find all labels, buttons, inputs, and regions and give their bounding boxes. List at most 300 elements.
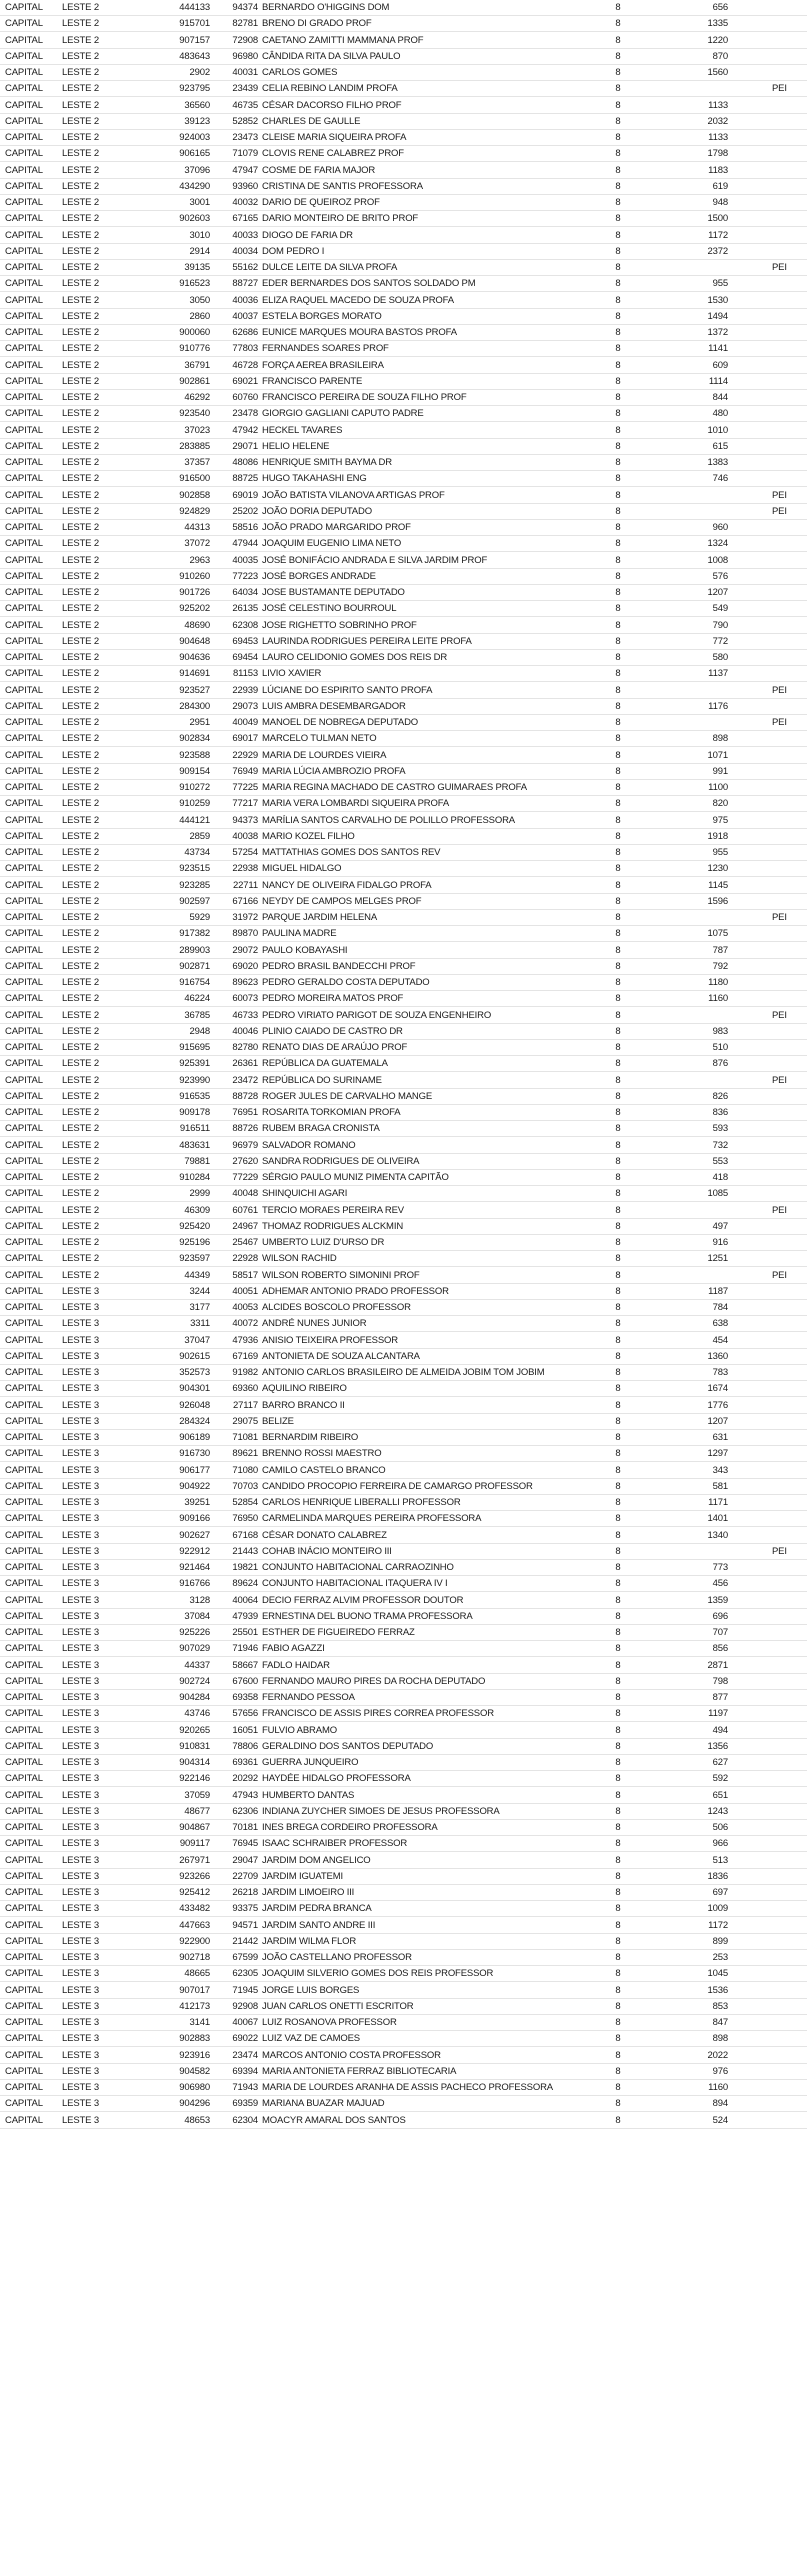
school-name-cell: LUIZ ROSANOVA PROFESSOR — [262, 2017, 397, 2028]
region-cell: CAPITAL — [5, 1870, 43, 1882]
program-cell — [772, 98, 806, 113]
program-cell — [772, 1966, 806, 1981]
table-row — [0, 504, 807, 520]
count-cell: 8 — [615, 457, 621, 468]
school-name-cell: GUERRA JUNQUEIRO — [262, 1757, 359, 1768]
region-cell: CAPITAL — [5, 440, 43, 452]
code-cell: 37072 — [184, 538, 210, 550]
directorate-cell: LESTE 2 — [62, 570, 99, 582]
school-name-cell: MARIA DE LOURDES VIEIRA — [262, 749, 387, 761]
region-cell: CAPITAL — [5, 83, 43, 95]
program-cell — [772, 1853, 806, 1868]
program-cell — [772, 878, 806, 893]
table-row — [0, 195, 807, 211]
value-cell: 836 — [712, 1107, 728, 1118]
program-cell — [772, 1690, 806, 1705]
count-cell: 8 — [615, 847, 621, 858]
directorate-cell: LESTE 3 — [62, 1708, 99, 1720]
program-cell — [772, 2080, 806, 2095]
code-cell: 904922 — [179, 1480, 210, 1492]
table-row — [0, 1349, 807, 1365]
school-name-cell: CLOVIS RENE CALABREZ PROF — [262, 148, 404, 160]
count-cell: 8 — [615, 1350, 621, 1362]
school-name-cell: CELIA REBINO LANDIM PROFA — [262, 83, 398, 95]
value-cell: 955 — [712, 847, 728, 858]
cie-cell: 88727 — [232, 278, 258, 290]
program-cell — [772, 49, 806, 64]
code-cell: 910259 — [179, 798, 210, 810]
value-cell: 1836 — [707, 1870, 728, 1882]
cie-cell: 76951 — [232, 1107, 258, 1118]
table-row — [0, 715, 807, 731]
school-name-cell: REPÚBLICA DO SURINAME — [262, 1074, 382, 1086]
school-name-cell: THOMAZ RODRIGUES ALCKMIN — [262, 1220, 404, 1232]
school-name-cell: NANCY DE OLIVEIRA FIDALGO PROFA — [262, 879, 432, 891]
program-cell — [772, 1365, 806, 1380]
cie-cell: 20292 — [232, 1773, 258, 1785]
code-cell: 916754 — [179, 977, 210, 988]
directorate-cell: LESTE 3 — [62, 1757, 99, 1768]
cie-cell: 29071 — [232, 440, 258, 452]
school-name-cell: CAMILO CASTELO BRANCO — [262, 1464, 386, 1476]
region-cell: CAPITAL — [5, 2017, 43, 2028]
count-cell: 8 — [615, 2114, 621, 2126]
program-cell: PEI — [772, 1545, 787, 1557]
cie-cell: 76950 — [232, 1513, 258, 1525]
region-cell: CAPITAL — [5, 1838, 43, 1850]
count-cell: 8 — [615, 1025, 621, 1037]
program-cell — [772, 1414, 806, 1429]
value-cell: 870 — [712, 50, 728, 62]
value-cell: 454 — [712, 1334, 728, 1346]
program-cell: PEI — [772, 1074, 787, 1086]
value-cell — [680, 715, 728, 730]
value-cell: 1220 — [707, 34, 728, 46]
code-cell: 907157 — [179, 34, 210, 46]
program-cell — [772, 390, 806, 405]
cie-cell: 81153 — [233, 668, 258, 680]
program-cell — [772, 601, 806, 616]
cie-cell: 22929 — [232, 749, 258, 761]
count-cell: 8 — [615, 522, 621, 533]
region-cell: CAPITAL — [5, 700, 43, 712]
table-row — [0, 49, 807, 65]
directorate-cell: LESTE 3 — [62, 1318, 99, 1330]
table-row — [0, 536, 807, 552]
table-row — [0, 309, 807, 325]
value-cell: 1045 — [707, 1968, 728, 1980]
table-row — [0, 699, 807, 715]
code-cell: 923597 — [179, 1253, 210, 1265]
count-cell: 8 — [615, 619, 621, 631]
directorate-cell: LESTE 2 — [62, 668, 99, 680]
table-row — [0, 991, 807, 1007]
table-row — [0, 439, 807, 455]
value-cell: 510 — [712, 1042, 728, 1053]
value-cell: 1187 — [708, 1285, 728, 1297]
cie-cell: 62306 — [232, 1805, 258, 1817]
count-cell: 8 — [615, 1740, 621, 1752]
value-cell — [680, 1544, 728, 1559]
region-cell: CAPITAL — [5, 489, 43, 501]
directorate-cell: LESTE 2 — [62, 1025, 99, 1037]
value-cell: 820 — [712, 798, 728, 810]
cie-cell: 89624 — [232, 1578, 258, 1590]
code-cell: 902834 — [179, 733, 210, 745]
directorate-cell: LESTE 2 — [62, 83, 99, 95]
directorate-cell: LESTE 3 — [62, 2049, 99, 2061]
school-name-cell: FRANCISCO PARENTE — [262, 375, 363, 387]
program-cell — [772, 1495, 806, 1510]
count-cell: 8 — [615, 863, 621, 875]
count-cell: 8 — [615, 18, 621, 30]
value-cell — [680, 504, 728, 519]
count-cell: 8 — [615, 2082, 621, 2093]
school-name-cell: CANDIDO PROCOPIO FERREIRA DE CAMARGO PROFESSOR — [262, 1480, 533, 1492]
code-cell: 2999 — [189, 1188, 210, 1200]
region-cell: CAPITAL — [5, 1253, 43, 1265]
school-name-cell: CÉSAR DONATO CALABREZ — [262, 1529, 387, 1541]
school-name-cell: LIVIO XAVIER — [262, 668, 322, 680]
table-row — [0, 325, 807, 341]
cie-cell: 70181 — [232, 1822, 258, 1833]
count-cell: 8 — [615, 635, 621, 647]
directorate-cell: LESTE 3 — [62, 1789, 99, 1801]
directorate-cell: LESTE 3 — [62, 1464, 99, 1476]
value-cell: 966 — [712, 1838, 728, 1850]
program-cell — [772, 536, 806, 551]
region-cell: CAPITAL — [5, 830, 43, 842]
code-cell: 910284 — [179, 1172, 210, 1183]
table-row — [0, 1414, 807, 1430]
value-cell: 876 — [712, 1058, 728, 1070]
program-cell — [772, 1186, 806, 1201]
code-cell: 922900 — [179, 1935, 210, 1947]
value-cell: 1494 — [707, 310, 728, 322]
region-cell: CAPITAL — [5, 570, 43, 582]
cie-cell: 40072 — [232, 1318, 258, 1330]
directorate-cell: LESTE 2 — [62, 164, 99, 176]
directorate-cell: LESTE 3 — [62, 1870, 99, 1882]
directorate-cell: LESTE 2 — [62, 115, 99, 127]
table-row — [0, 2048, 807, 2064]
cie-cell: 96979 — [232, 1139, 258, 1151]
school-name-cell: JUAN CARLOS ONETTI ESCRITOR — [262, 2000, 414, 2012]
region-cell: CAPITAL — [5, 798, 43, 810]
table-row — [0, 2064, 807, 2080]
value-cell: 456 — [712, 1578, 728, 1590]
directorate-cell: LESTE 2 — [62, 278, 99, 290]
region-cell: CAPITAL — [5, 1659, 43, 1671]
cie-cell: 22939 — [232, 684, 258, 696]
directorate-cell: LESTE 2 — [62, 700, 99, 712]
region-cell: CAPITAL — [5, 765, 43, 777]
region-cell: CAPITAL — [5, 2, 43, 13]
directorate-cell: LESTE 3 — [62, 2017, 99, 2028]
region-cell: CAPITAL — [5, 1513, 43, 1525]
code-cell: 483631 — [179, 1139, 210, 1151]
table-row — [0, 455, 807, 471]
directorate-cell: LESTE 2 — [62, 652, 99, 663]
region-cell: CAPITAL — [5, 424, 43, 436]
cie-cell: 40048 — [232, 1188, 258, 1200]
code-cell: 2860 — [189, 310, 210, 322]
program-cell — [772, 1479, 806, 1494]
school-name-cell: PAULINA MADRE — [262, 928, 337, 940]
value-cell: 798 — [712, 1675, 728, 1687]
school-name-cell: CÂNDIDA RITA DA SILVA PAULO — [262, 50, 401, 62]
directorate-cell: LESTE 3 — [62, 1610, 99, 1622]
region-cell: CAPITAL — [5, 1269, 43, 1281]
code-cell: 907029 — [179, 1643, 210, 1655]
school-name-cell: CRISTINA DE SANTIS PROFESSORA — [262, 180, 423, 192]
table-row — [0, 520, 807, 536]
value-cell — [680, 488, 728, 503]
directorate-cell: LESTE 2 — [62, 262, 99, 273]
region-cell: CAPITAL — [5, 1367, 43, 1378]
school-name-cell: CÉSAR DACORSO FILHO PROF — [262, 99, 402, 111]
value-cell: 1141 — [708, 343, 728, 355]
school-name-cell: JARDIM WILMA FLOR — [262, 1935, 357, 1947]
value-cell: 343 — [712, 1464, 728, 1476]
directorate-cell: LESTE 3 — [62, 1578, 99, 1590]
region-cell: CAPITAL — [5, 1220, 43, 1232]
school-name-cell: DULCE LEITE DA SILVA PROFA — [262, 262, 398, 273]
code-cell: 906189 — [179, 1432, 210, 1443]
count-cell: 8 — [615, 1480, 621, 1492]
region-cell: CAPITAL — [5, 1025, 43, 1037]
table-row — [0, 666, 807, 682]
cie-cell: 47936 — [232, 1334, 258, 1346]
table-row — [0, 1983, 807, 1999]
value-cell: 787 — [712, 944, 728, 956]
table-row — [0, 1576, 807, 1592]
cie-cell: 67166 — [232, 895, 258, 907]
school-name-cell: JOSÉ CELESTINO BOURROUL — [262, 603, 397, 615]
table-row — [0, 943, 807, 959]
value-cell: 960 — [712, 522, 728, 533]
directorate-cell: LESTE 2 — [62, 67, 99, 78]
directorate-cell: LESTE 3 — [62, 1919, 99, 1931]
region-cell: CAPITAL — [5, 1773, 43, 1785]
count-cell: 8 — [615, 408, 621, 420]
count-cell: 8 — [615, 554, 621, 566]
school-name-cell: ELIZA RAQUEL MACEDO DE SOUZA PROFA — [262, 294, 454, 306]
cie-cell: 46728 — [232, 359, 258, 371]
program-cell — [772, 1609, 806, 1624]
table-row — [0, 1739, 807, 1755]
count-cell: 8 — [615, 1302, 621, 1313]
program-cell — [772, 358, 806, 373]
school-name-cell: BERNARDIM RIBEIRO — [262, 1432, 359, 1443]
count-cell: 8 — [615, 67, 621, 78]
table-row — [0, 244, 807, 260]
program-cell — [772, 1934, 806, 1949]
count-cell: 8 — [615, 1935, 621, 1947]
region-cell: CAPITAL — [5, 1432, 43, 1443]
program-cell — [772, 455, 806, 470]
program-cell — [772, 1463, 806, 1478]
count-cell: 8 — [615, 50, 621, 62]
cie-cell: 29072 — [232, 944, 258, 956]
table-row — [0, 634, 807, 650]
table-row — [0, 1495, 807, 1511]
region-cell: CAPITAL — [5, 717, 43, 728]
value-cell: 1401 — [707, 1513, 728, 1525]
code-cell: 447663 — [179, 1919, 210, 1931]
program-cell — [772, 1820, 806, 1835]
code-cell: 904867 — [179, 1822, 210, 1833]
program-cell — [772, 1251, 806, 1266]
directorate-cell: LESTE 2 — [62, 944, 99, 956]
count-cell: 8 — [615, 603, 621, 615]
program-cell — [772, 423, 806, 438]
program-cell: PEI — [772, 1009, 787, 1021]
region-cell: CAPITAL — [5, 1822, 43, 1833]
program-cell — [772, 813, 806, 828]
count-cell: 8 — [615, 2049, 621, 2061]
school-name-cell: MIGUEL HIDALGO — [262, 863, 342, 875]
school-name-cell: ANISIO TEIXEIRA PROFESSOR — [262, 1334, 398, 1346]
program-cell — [772, 1235, 806, 1250]
count-cell: 8 — [615, 749, 621, 761]
school-name-cell: MARIANA BUAZAR MAJUAD — [262, 2098, 385, 2110]
region-cell: CAPITAL — [5, 505, 43, 517]
region-cell: CAPITAL — [5, 1529, 43, 1541]
school-name-cell: DARIO MONTEIRO DE BRITO PROF — [262, 213, 419, 225]
table-row — [0, 1446, 807, 1462]
school-name-cell: MARIA ANTONIETA FERRAZ BIBLIOTECARIA — [262, 2065, 457, 2077]
region-cell: CAPITAL — [5, 847, 43, 858]
program-cell — [772, 1105, 806, 1120]
program-cell: PEI — [772, 83, 787, 95]
region-cell: CAPITAL — [5, 1399, 43, 1411]
directorate-cell: LESTE 3 — [62, 1367, 99, 1378]
cie-cell: 94571 — [232, 1919, 258, 1931]
school-name-cell: LAURO CELIDONIO GOMES DOS REIS DR — [262, 652, 448, 663]
count-cell: 8 — [615, 993, 621, 1005]
directorate-cell: LESTE 2 — [62, 765, 99, 777]
school-name-cell: JOSÉ BORGES ANDRADE — [262, 570, 376, 582]
region-cell: CAPITAL — [5, 359, 43, 371]
school-name-cell: CARMELINDA MARQUES PEREIRA PROFESSORA — [262, 1513, 482, 1525]
directorate-cell: LESTE 3 — [62, 1935, 99, 1947]
program-cell — [772, 926, 806, 941]
cie-cell: 69394 — [232, 2065, 258, 2077]
code-cell: 904314 — [179, 1757, 210, 1768]
count-cell: 8 — [615, 2098, 621, 2110]
region-cell: CAPITAL — [5, 262, 43, 273]
table-row — [0, 1073, 807, 1089]
cie-cell: 69360 — [232, 1383, 258, 1395]
count-cell: 8 — [615, 1139, 621, 1151]
school-name-cell: GERALDINO DOS SANTOS DEPUTADO — [262, 1740, 434, 1752]
region-cell: CAPITAL — [5, 148, 43, 160]
count-cell: 8 — [615, 1529, 621, 1541]
value-cell — [680, 260, 728, 275]
region-cell: CAPITAL — [5, 1854, 43, 1866]
code-cell: 284324 — [179, 1415, 210, 1427]
cie-cell: 94374 — [232, 2, 258, 13]
program-cell — [772, 1170, 806, 1185]
count-cell: 8 — [615, 1627, 621, 1638]
program-cell — [772, 1056, 806, 1071]
school-name-cell: MARIO KOZEL FILHO — [262, 830, 355, 842]
school-name-cell: JOÃO CASTELLANO PROFESSOR — [262, 1952, 412, 1963]
region-cell: CAPITAL — [5, 34, 43, 46]
code-cell: 909154 — [179, 765, 210, 777]
count-cell: 8 — [615, 1123, 621, 1135]
code-cell: 910272 — [179, 782, 210, 793]
code-cell: 925391 — [179, 1058, 210, 1070]
program-cell — [772, 293, 806, 308]
code-cell: 916730 — [179, 1448, 210, 1460]
program-cell — [772, 1723, 806, 1738]
code-cell: 923916 — [179, 2049, 210, 2061]
code-cell: 39251 — [184, 1497, 210, 1508]
cie-cell: 77225 — [232, 782, 258, 793]
count-cell: 8 — [615, 2033, 621, 2045]
school-name-cell: CONJUNTO HABITACIONAL ITAQUERA IV I — [262, 1578, 448, 1590]
program-cell — [772, 585, 806, 600]
region-cell: CAPITAL — [5, 294, 43, 306]
count-cell: 8 — [615, 944, 621, 956]
count-cell: 8 — [615, 505, 621, 517]
table-row — [0, 1203, 807, 1219]
school-name-cell: CONJUNTO HABITACIONAL CARRAOZINHO — [262, 1562, 454, 1573]
count-cell: 8 — [615, 652, 621, 663]
region-cell: CAPITAL — [5, 603, 43, 615]
value-cell: 898 — [712, 733, 728, 745]
region-cell: CAPITAL — [5, 197, 43, 208]
code-cell: 906177 — [179, 1464, 210, 1476]
region-cell: CAPITAL — [5, 278, 43, 290]
cie-cell: 23478 — [232, 408, 258, 420]
value-cell — [680, 1268, 728, 1283]
count-cell: 8 — [615, 1822, 621, 1833]
code-cell: 444133 — [179, 2, 210, 13]
count-cell: 8 — [615, 2065, 621, 2077]
school-name-cell: SALVADOR ROMANO — [262, 1139, 356, 1151]
school-name-cell: JARDIM PEDRA BRANCA — [262, 1903, 372, 1915]
region-cell: CAPITAL — [5, 1464, 43, 1476]
cie-cell: 23472 — [232, 1074, 258, 1086]
cie-cell: 26218 — [232, 1887, 258, 1898]
table-row — [0, 813, 807, 829]
cie-cell: 67169 — [232, 1350, 258, 1362]
code-cell: 921464 — [179, 1562, 210, 1573]
value-cell: 615 — [712, 440, 728, 452]
directorate-cell: LESTE 2 — [62, 1107, 99, 1118]
school-name-cell: JARDIM DOM ANGELICO — [262, 1854, 371, 1866]
code-cell: 352573 — [179, 1367, 210, 1378]
table-row — [0, 179, 807, 195]
value-cell: 1776 — [707, 1399, 728, 1411]
directorate-cell: LESTE 2 — [62, 392, 99, 403]
cie-cell: 70703 — [232, 1480, 258, 1492]
count-cell: 8 — [615, 1773, 621, 1785]
count-cell: 8 — [615, 1220, 621, 1232]
code-cell: 901726 — [179, 587, 210, 598]
region-cell: CAPITAL — [5, 1610, 43, 1622]
count-cell: 8 — [615, 1155, 621, 1167]
cie-cell: 93375 — [232, 1903, 258, 1915]
directorate-cell: LESTE 2 — [62, 440, 99, 452]
code-cell: 902615 — [179, 1350, 210, 1362]
region-cell: CAPITAL — [5, 132, 43, 143]
program-cell — [772, 894, 806, 909]
code-cell: 79881 — [184, 1155, 210, 1167]
